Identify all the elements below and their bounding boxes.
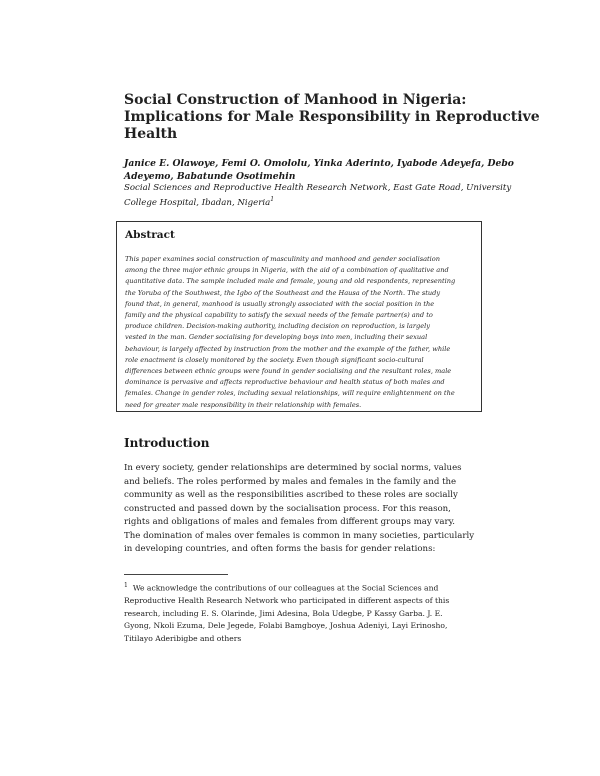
abstract-line: role enactment is closely monitored by the society. Even though significant socio-cultural (125, 355, 424, 364)
abstract-line: behaviour, is largely affected by instruction from the mother and the example of the father, while (125, 344, 451, 353)
abstract-box (116, 221, 482, 412)
affiliation-footnote-mark: 1 (270, 196, 275, 203)
abstract-line: produce children. Decision-making authority, including decision on reproduction, is largely (125, 322, 430, 331)
footnote-line: research, including E. S. Olarinde, Jimi Adesina, Bola Udegbe, P Kassy Garba. J. E. (124, 608, 443, 618)
footnote-separator (124, 574, 228, 575)
body-line: in developing countries, and often forms the basis for gender relations: (124, 544, 436, 554)
affiliation-line-2-text: College Hospital, Ibadan, Nigeria (124, 197, 271, 208)
affiliation (124, 182, 512, 209)
abstract-line: quantitative data. The sample included male and female, young and old respondents, representing (125, 277, 456, 286)
footnote-line: Titilayo Aderibigbe and others (124, 633, 242, 643)
abstract-line: found that, in general, manhood is usually strongly associated with the social position in the (125, 299, 435, 308)
footnote-mark: 1 (124, 582, 128, 589)
author-line-2: Adeyemo, Babatunde Osotimehin (124, 171, 296, 182)
body-line: and beliefs. The roles performed by males and females in the family and the (124, 476, 457, 487)
author-list (124, 157, 514, 183)
abstract-line: This paper examines social construction of masculinity and manhood and gender socialisation (125, 255, 441, 263)
abstract-line: family and the physical capability to satisfy the sexual needs of the female partner(s) and to (125, 311, 433, 320)
body-line: The domination of males over females is common in many societies, particularly (124, 530, 475, 541)
introduction-body (124, 462, 476, 557)
introduction-heading: Introduction (124, 436, 210, 450)
abstract-line: the Yoruba of the Southwest, the Igbo of the Southeast and the Hausa of the North. The study (125, 288, 441, 297)
footnote-line: Reproductive Health Research Network who participated in different aspects of this (124, 596, 450, 606)
abstract-line: dominance is pervasive and affects reproductive behaviour and health status of both males and (125, 378, 445, 387)
affiliation-line-1: Social Sciences and Reproductive Health Research Network, East Gate Road, University (124, 183, 512, 193)
abstract-line: need for greater male responsibility in their relationship with females. (125, 400, 362, 409)
abstract-line: differences between ethnic groups were found in gender socialising and the resultant roles, male (125, 367, 452, 376)
footnote-line: Gyong, Nkoli Ezuma, Dele Jegede, Folabi Bamgboye, Joshua Adeniyi, Layi Erinosho, (124, 621, 448, 631)
body-line: In every society, gender relationships are determined by social norms, values (124, 463, 462, 473)
paper-title (124, 92, 540, 143)
abstract-body (125, 254, 475, 411)
title-line-3: Health (124, 126, 178, 142)
abstract-line: among the three major ethnic groups in Nigeria, with the aid of a combination of qualitative and (125, 266, 449, 275)
body-line: community as well as the responsibilities ascribed to these roles are socially (124, 490, 458, 500)
footnote (124, 580, 476, 646)
footnote-line-1-text: We acknowledge the contributions of our colleagues at the Social Sciences and (132, 583, 439, 593)
abstract-line: vested in the man. Gender socialising for developing boys into men, including their sexual (125, 333, 428, 342)
author-line-1: Janice E. Olawoye, Femi O. Omololu, Yinka Aderinto, Iyabode Adeyefa, Debo (124, 158, 514, 169)
abstract-heading: Abstract (125, 229, 175, 241)
title-line-1: Social Construction of Manhood in Nigeria: (124, 92, 467, 108)
abstract-line: females. Change in gender roles, including sexual relationships, will require enlightenment on the (125, 389, 455, 398)
title-line-2: Implications for Male Responsibility in Reproductive (124, 109, 540, 125)
body-line: constructed and passed down by the socialisation process. For this reason, (124, 503, 451, 514)
body-line: rights and obligations of males and females from different groups may vary. (124, 517, 456, 527)
affiliation-line-2 (124, 194, 484, 209)
footnote-line (124, 580, 476, 595)
